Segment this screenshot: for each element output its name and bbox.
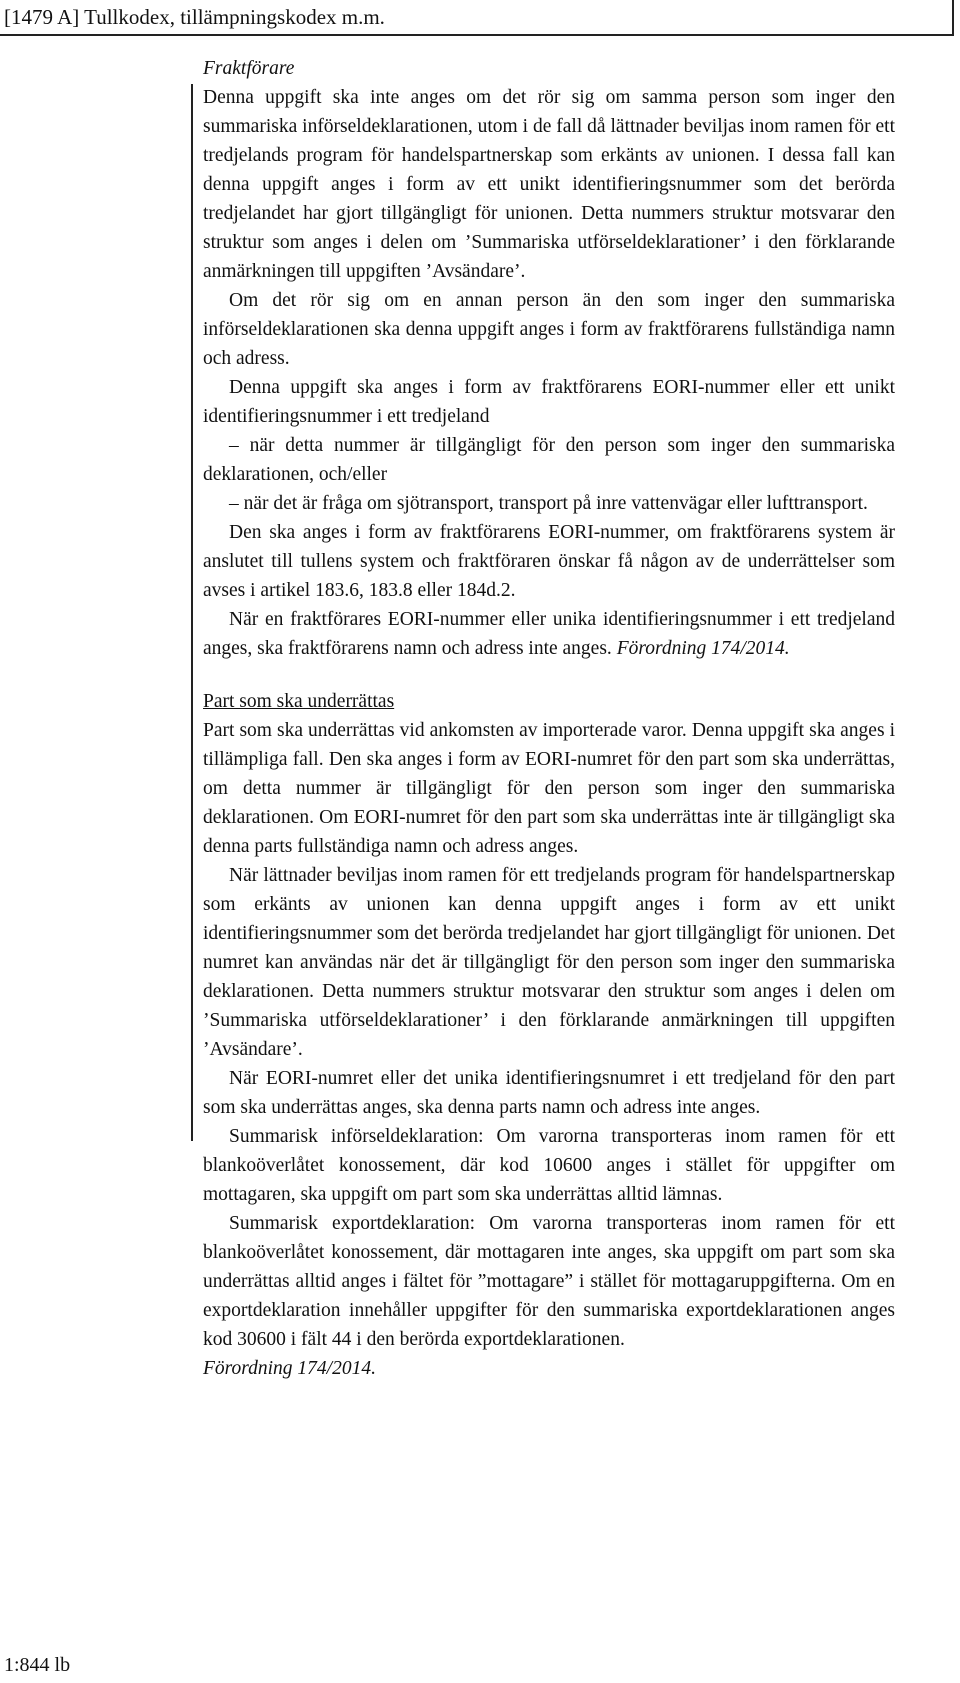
regulation-reference: Förordning 174/2014.: [203, 1358, 376, 1379]
dash-item: – när detta nummer är tillgängligt för den person som inger den summariska deklarationen, och/eller: [203, 435, 895, 485]
paragraph: Den ska anges i form av fraktförarens EORI-nummer, om fraktförarens system är anslutet till tullens system och fraktföraren önskar få någon av de underrättelser som avses i artikel 183.6, 183.8 eller 184d.2.: [203, 522, 895, 601]
paragraph: [203, 605, 895, 663]
paragraph: Summarisk exportdeklaration: Om varorna transporteras inom ramen för ett blankoöverlåtet konossement, där mottagaren inte anges, ska uppgift om part som ska underrättas alltid anges i fältet för ”mottagare” i stället för mottagaruppgifterna. Om en exportdeklaration innehåller uppgifter för den summariska exportdeklarationen anges kod 30600 i fält 44 i den berörda exportdeklarationen.: [203, 1213, 895, 1350]
page-header: [0, 0, 954, 36]
paragraph-text: När en fraktförares EORI-nummer eller unika identifieringsnummer i ett tredjeland anges, ska fraktförarens namn och adress inte anges.: [203, 609, 895, 659]
paragraph: När EORI-numret eller det unika identifieringsnumret i ett tredjeland för den part som ska underrättas anges, ska denna parts namn och adress inte anges.: [203, 1068, 895, 1118]
section-fraktforare: [203, 54, 895, 663]
paragraph: När lättnader beviljas inom ramen för ett tredjelands program för handelspartnerskap som erkänts av unionen kan denna uppgift anges i form av ett unikt identifieringsnummer som det berörda tredjelandet har gjort tillgängligt för unionen. Det numret kan användas när det är tillgängligt för den person som inger den summariska deklarationen. Detta nummers struktur motsvarar den struktur som anges i delen om ’Summariska utförseldeklarationer’ i den förklarande anmärkningen till uppgiften ’Avsändare’.: [203, 865, 895, 1060]
paragraph: Summarisk införseldeklaration: Om varorna transporteras inom ramen för ett blankoöverlåtet konossement, där kod 10600 anges i stället för uppgifter om mottagaren, ska uppgift om part som ska underrättas alltid lämnas.: [203, 1126, 895, 1205]
paragraph: Om det rör sig om en annan person än den som inger den summariska införseldeklarationen ska denna uppgift anges i form av fraktförarens fullständiga namn och adress.: [203, 290, 895, 369]
section-part-som-ska-underrattas: [203, 687, 895, 1383]
document-body: [203, 54, 895, 1383]
paragraph: Part som ska underrättas vid ankomsten av importerade varor. Denna uppgift ska anges i tillämpliga fall. Den ska anges i form av EORI-numret för den part som ska underrättas, om detta nummer är tillgängligt för den person som inger den summariska deklarationen. Om EORI-numret för den part som ska underrättas inte är tillgängligt ska denna parts fullständiga namn och adress anges.: [203, 720, 895, 857]
paragraph: Denna uppgift ska inte anges om det rör sig om samma person som inger den summariska införseldeklarationen, utom i de fall då lättnader beviljas inom ramen för ett tredjelands program för handelspartnerskap som erkänts av unionen. I dessa fall kan denna uppgift anges i form av ett unikt identifieringsnummer som det berörda tredjelandet har gjort tillgängligt för unionen. Detta nummers struktur motsvarar den struktur som anges i delen om ’Summariska utförseldeklarationer’ i den förklarande anmärkningen till uppgiften ’Avsändare’.: [203, 87, 895, 282]
header-title: [1479 A] Tullkodex, tillämpningskodex m.m.: [4, 5, 385, 29]
section-heading: Part som ska underrättas: [203, 691, 395, 712]
change-bar: [191, 717, 193, 1141]
dash-item: – när det är fråga om sjötransport, transport på inre vattenvägar eller lufttransport.: [229, 493, 868, 514]
regulation-reference: Förordning 174/2014.: [616, 638, 790, 659]
paragraph: Denna uppgift ska anges i form av fraktförarens EORI-nummer eller ett unikt identifieringsnummer i ett tredjeland: [203, 377, 895, 427]
section-heading: Fraktförare: [203, 58, 295, 79]
change-bar: [191, 84, 193, 734]
page-footer: 1:844 lb: [4, 1654, 71, 1676]
